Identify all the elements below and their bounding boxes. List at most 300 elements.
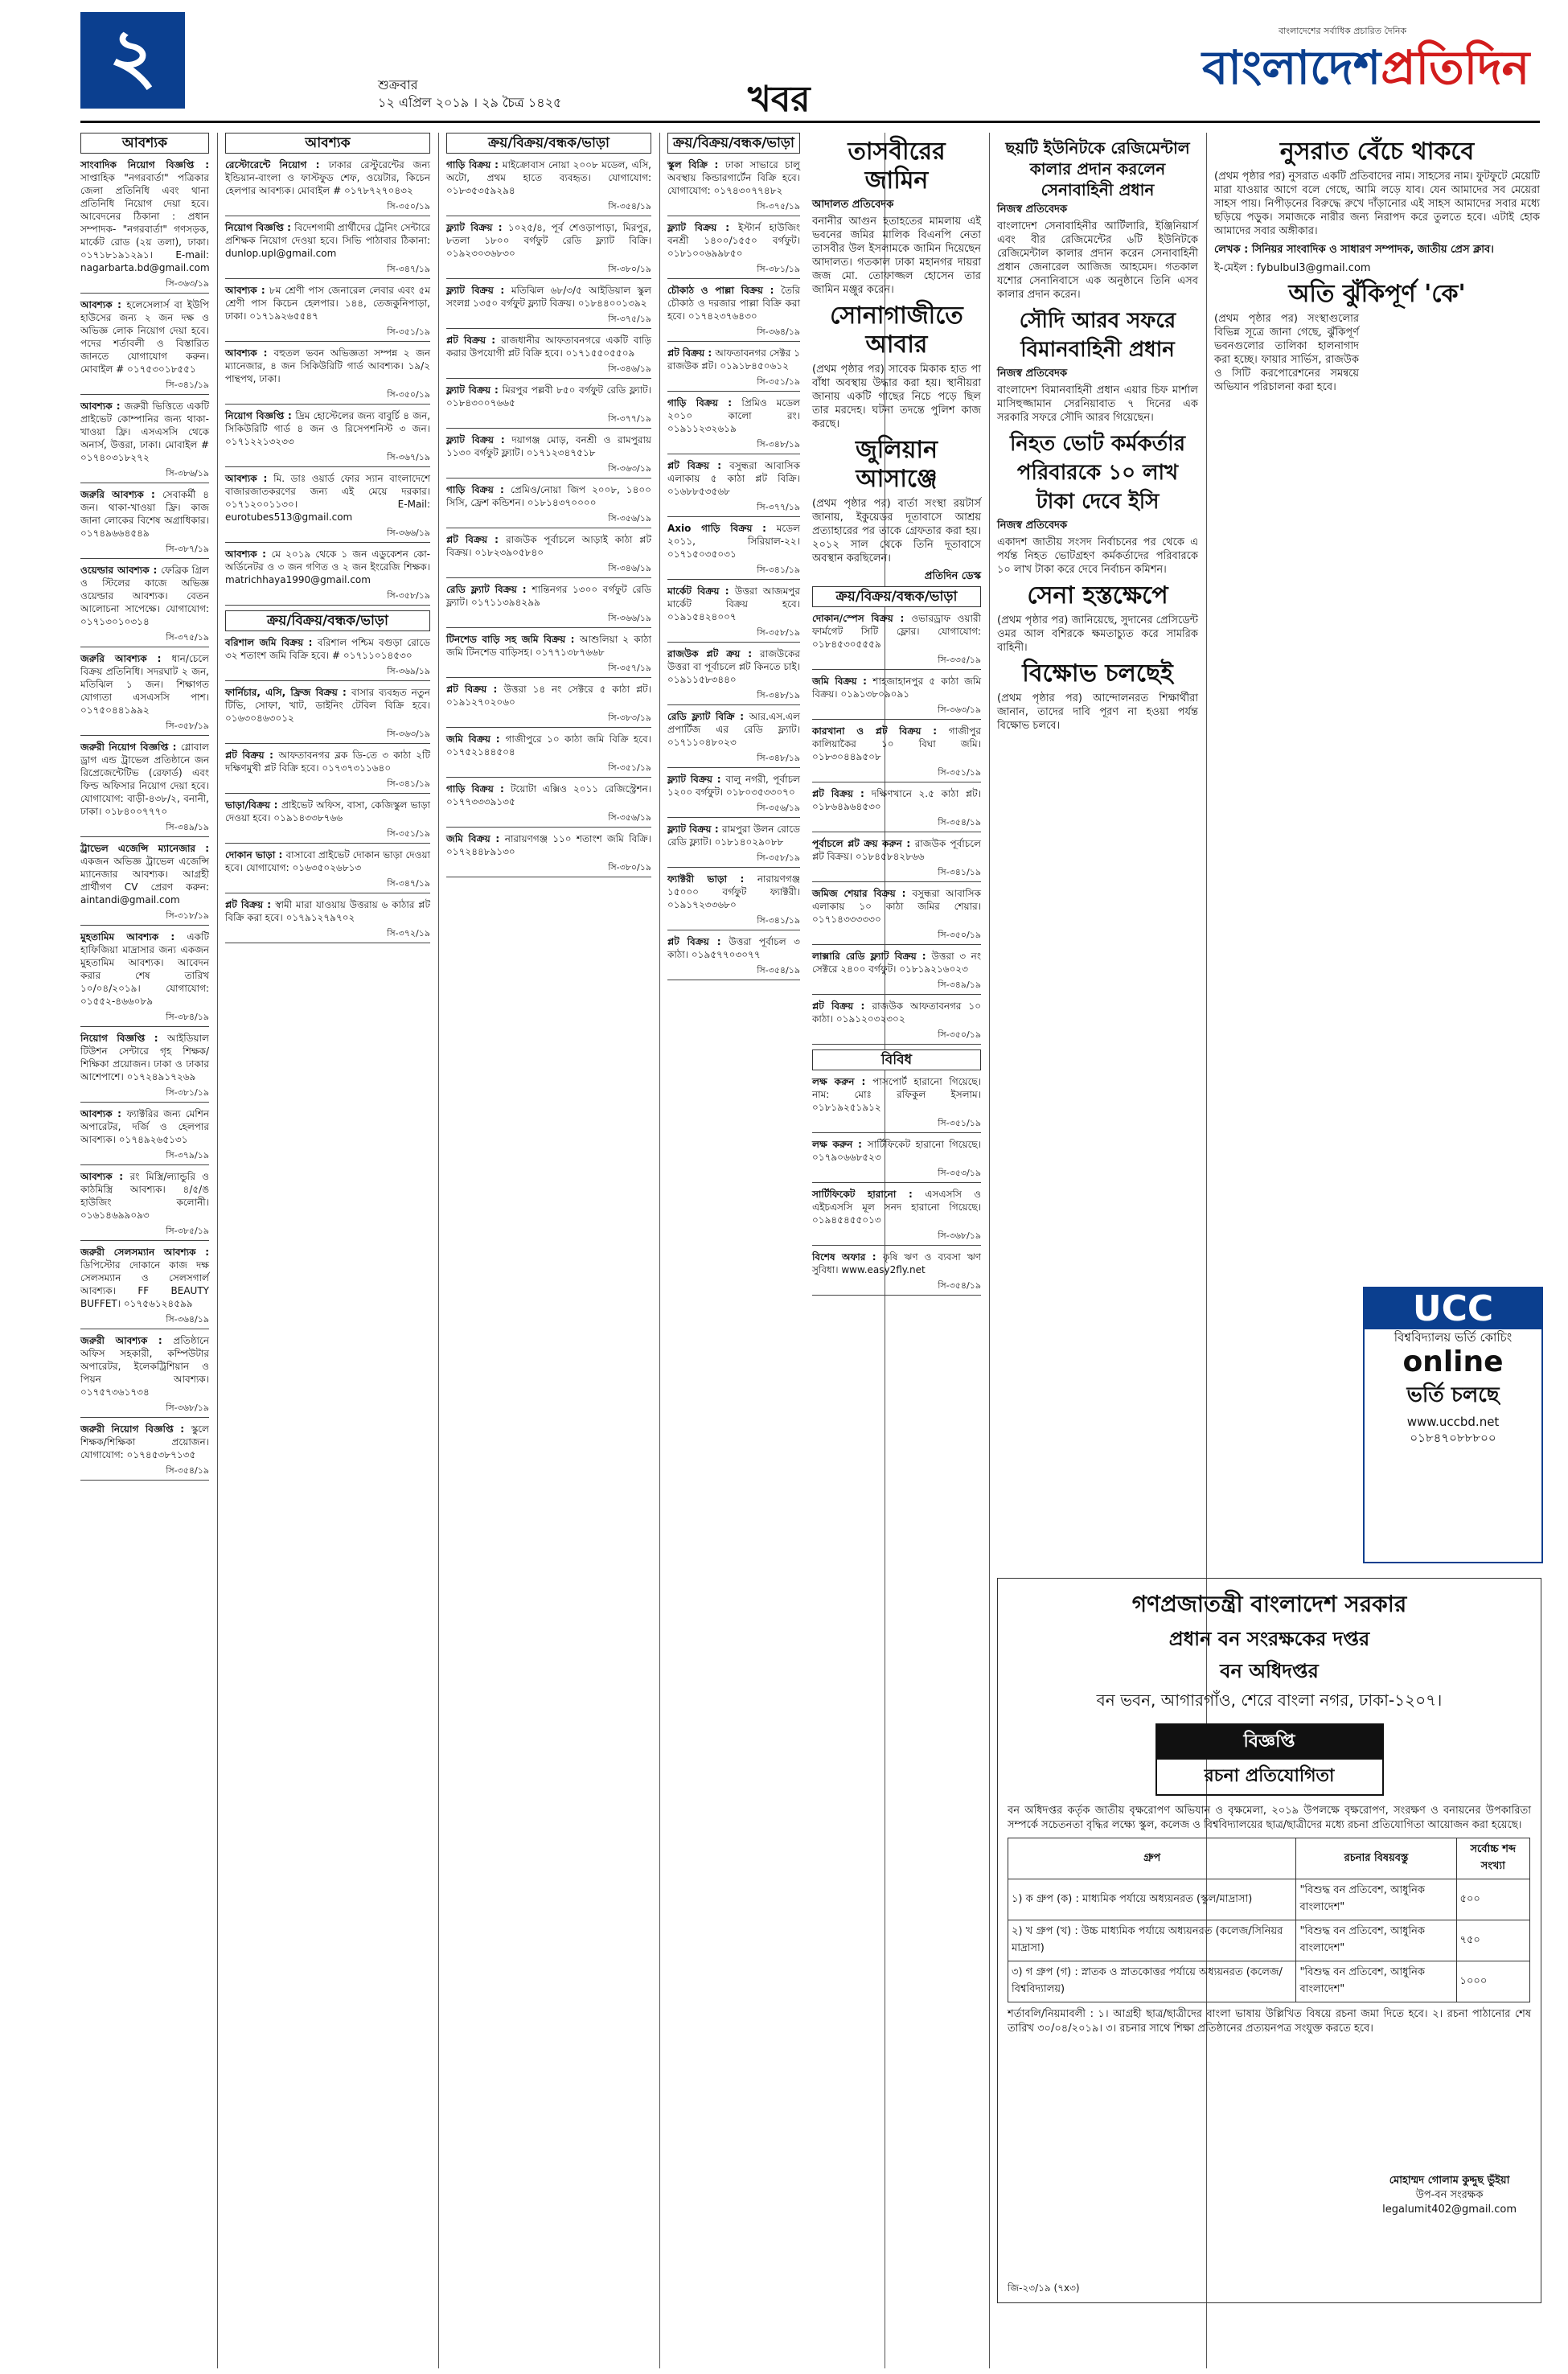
ad-ref: সি-৩৮১/১৯ [80,1086,209,1103]
headline: জুলিয়ান আসাঞ্জে [855,436,938,493]
ad-ref: সি-৩৪৬/১৯ [446,363,651,379]
ad-text: নারায়ণগঞ্জ ১৫০০০ বর্গফুট ফ্যাক্টরী। ০১৯১৭২৩৩৬৮০ [667,873,800,910]
ucc-phone: ০১৮৪৭০৮৮৮০০ [1410,1431,1496,1445]
ad-heading: সার্টিফিকেট হারানো : [812,1189,926,1200]
ad-ref: সি-৩৬৩/১৯ [80,277,209,294]
ad-ref: সি-৩৭৭/১৯ [446,413,651,429]
table-cell: গ্রুপ [1008,1838,1296,1879]
ad-ref: সি-৩৬৩/১৯ [446,462,651,478]
classified-ad [80,1107,209,1146]
ad-text: গাজীপুর কালিয়াকৈর ১০ বিঘা জমি। ০১৮৩০৪৪৯৫০৮ [812,725,981,762]
classified-column [80,133,209,1485]
classified-ad [667,284,800,322]
ad-ref: সি-৩৫০/১৯ [225,388,430,405]
classified-ad [812,787,981,813]
ad-heading: নিয়োগ বিজ্ঞপ্তি : [225,410,296,421]
ad-ref: সি-৩৮৪/১৯ [80,1011,209,1027]
ad-text: বালু নগরী, পূর্বাচল ১২০০ বর্গফুট। ০১৮০৩৫৩৩০৭০ [667,774,800,798]
ad-heading: বরিশাল জমি বিক্রয় : [225,637,318,648]
ad-heading: ফ্ল্যাট বিক্রয় : [667,222,739,233]
ad-heading: আবশ্যক : [225,285,269,296]
table-cell: ৫০০ [1456,1879,1529,1920]
ad-ref: সি-৩৫১/১৯ [812,766,981,782]
signer-title: উপ-বন সংরক্ষক [1415,2189,1484,2201]
ad-text: বসুন্ধরা আবাসিক এলাকায় ৫ কাঠা প্লট বিক্রি। ০১৬৮৮৫৩৫৬৮ [667,460,801,497]
ad-ref: সি-৩৮৩/১৯ [446,712,651,728]
section-heading: ক্রয়/বিক্রয়/বন্ধক/ভাড়া [667,133,800,154]
ad-heading: প্লট বিক্রয় : [446,335,502,346]
ad-text: সেবাকর্মী ৪ জন। থাকা-খাওয়া ফ্রি। কাজ জানা লোকের বিশেষ অগ্রাধিকার। ০১৭৪৯৬৬৪৫৪৯ [80,489,209,539]
classified-column [446,133,651,882]
table-cell: সর্বোচ্চ শব্দ সংখ্যা [1456,1838,1529,1879]
section-heading: বিবিধ [812,1049,981,1070]
logo-right: প্রতিদিন [1381,40,1530,95]
ad-ref: সি-৩৫১/১৯ [446,762,651,778]
classified-ad [80,652,209,717]
classified-ad [80,1334,209,1399]
classified-ad [225,686,430,725]
byline: আদালত প্রতিবেদক [812,199,894,211]
ad-text: রং মিস্ত্রি/ল্যান্ডুরি ও কাঠমিস্ত্রি আবশ্যক। ৪/৫/ঙ হাউজিং কলোনী। ০১৬১৪৬৯৯০৯৩ [80,1171,210,1221]
ad-text: দয়াগঞ্জ মোড়, বনশ্রী ও রামপুরায় ১১৩০ বর্গফুট ফ্ল্যাট। ০১৭১২৩৪৭৫১৮ [446,434,651,458]
ad-ref: সি-৩৪৮/১৯ [667,689,800,705]
ad-heading: চৌকাঠ ও পাল্লা বিক্রয় : [667,285,782,296]
headline: নুসরাত বেঁচে থাকবে [1279,138,1475,166]
ad-text: আর.এস.এল প্রপার্টিজ এর রেডি ফ্ল্যাট। ০১৭১১০৪৮০২৩ [667,711,800,748]
classified-ad [225,898,430,924]
classified-ad [667,347,800,372]
ad-text: উত্তরা আজমপুর মার্কেট বিক্রয় হবে। ০১৯১৫৪২৪০০৭ [667,585,801,622]
ucc-url[interactable]: www.uccbd.net [1406,1415,1500,1429]
ad-heading: নিয়োগ বিজ্ঞপ্তি : [225,222,295,233]
classified-ad [812,1138,981,1164]
classified-ad [667,873,800,911]
ad-text: ইস্টার্ন হাউজিং বনশ্রী ১৪০০/১৫৫০ বর্গফুট। ০১৮১০০৬৯৯৮৫০ [667,222,800,259]
classified-ad [225,799,430,824]
ad-text: পাসপোর্ট হারানো গিয়েছে। নাম: মোঃ রফিকুল ইসলাম। ০১৮১৯২৫১৯১২ [812,1076,981,1113]
ad-ref: সি-৩৮০/১৯ [446,263,651,279]
classified-ad [446,782,651,808]
ad-text: মি. ডাঃ ওয়ার্ড ফোর স্যান বাংলাদেশে বাজারজাতকরণের জন্য এই মেয়ে দরকার। ০১৭১২০০১১৩০। E-Mail: eurotubes513@gmail.com [225,473,430,523]
ad-heading: বিশেষ অফার : [812,1251,883,1263]
ad-ref: সি-৩৮৭/১৯ [80,543,209,559]
ad-text: আফতাবনগর ব্লক ডি-তে ৩ কাঠা ২টি দক্ষিণমুখী প্লট বিক্রি হবে। ০১৭৩৭৩১১৬৪০ [225,750,430,774]
ad-ref: সি-৩৫১/১৯ [812,1117,981,1133]
ad-ref: সি-৩৩৫/১৯ [812,654,981,670]
ad-ref: সি-৩৫৮/১৯ [667,626,800,643]
ad-heading: ভাড়া/বিক্রয় : [225,799,281,811]
table-row [1008,1920,1530,1961]
classified-ad [80,1423,209,1461]
ad-heading: প্লট বিক্রয় : [446,534,507,545]
ad-text: মডেল ২০১১, সিরিয়াল-২২। ০১৭১৫০৩৫০৩১ [667,523,800,560]
ad-text: স্বামী মারা যাওয়ায় উত্তরায় ৬ কাঠার প্লট বিক্রি করা হবে। ০১৭৯১২৭৯৭০২ [225,899,430,923]
ucc-line2: ভর্তি চলছে [1406,1383,1500,1407]
ad-ref: সি-৩৫৬/১৯ [446,512,651,528]
ad-ref: সি-৩৪৬/১৯ [446,562,651,578]
classified-ad [667,459,800,498]
signature-block [1382,2174,1517,2217]
ad-heading: লক্ষ করুন : [812,1139,868,1150]
ad-heading: দোকান/স্পেস বিক্রয় : [812,613,912,624]
classified-ad [80,564,209,628]
classified-ad [446,433,651,459]
ad-ref: সি-৩৪৯/১৯ [812,979,981,995]
section-heading: ক্রয়/বিক্রয়/বন্ধক/ভাড়া [446,133,651,154]
ad-ref: সি-৩৮৫/১৯ [80,1225,209,1241]
headline: তাসবীরের জামিন [848,138,946,195]
classified-ad [446,284,651,310]
ad-ref: সি-৩১৮/১৯ [80,910,209,926]
ad-heading: ফ্ল্যাট বিক্রয় : [446,434,512,446]
header-rule [80,121,1540,123]
ad-text: ডিপিস্টোর দোকানে কাজ দক্ষ সেলসম্যান ও সেলসগার্ল আবশ্যক। FF BEAUTY BUFFET। ০১৭৫৬১২৪৫৯৯ [80,1259,209,1309]
signer-name: মোহাম্মদ গোলাম কুদ্দুছ ভুঁইয়া [1389,2175,1510,2187]
ad-heading: আবশ্যক : [80,1171,130,1182]
ad-text: একজন অভিজ্ঞ ট্রাভেল এজেন্সি ম্যানেজার আবশ্যক। আগ্রহী প্রার্থীগণ CV প্রেরণ করুন: aintandi@gmail.com [80,856,209,906]
ad-text: স্কুলে শিক্ষক/শিক্ষিকা প্রয়োজন। যোগাযোগ: ০১৭৪৫৩৮৭১৩৫ [80,1423,209,1460]
ad-text: সার্টিফিকেট হারানো গিয়েছে। ০১৭৯০৬৬৮৫২৩ [812,1139,981,1163]
article-body: (প্রথম পৃষ্ঠার পর) জানিয়েছে, সুদানের প্রেসিডেন্ট ওমর আল বশিরকে ক্ষমতাচ্যুত করে সামরিক বাহিনী। [997,614,1198,654]
byline: নিজস্ব প্রতিবেদক [997,203,1068,216]
headline: সৌদি আরব সফরে বিমানবাহিনী প্রধান [1019,309,1176,362]
classified-ad [812,950,981,975]
ad-heading: প্লট বিক্রয় : [812,788,872,799]
classified-ad [667,158,800,197]
table-row [1008,1879,1530,1920]
article-body: (প্রথম পৃষ্ঠার পর) সংস্থাগুলোর বিভিন্ন সূত্রে জানা গেছে, ঝুঁকিপূর্ণ ভবনগুলোর তালিকা হালনাগাদ করা হচ্ছে। ফায়ার সার্ভিস, রাজউক ও সিটি করপোরেশনের সমন্বয়ে অভিযান পরিচালনা করা হবে। [1214,313,1359,393]
ad-text: প্রাইভেট অফিস, বাসা, কেজিস্কুল ভাড়া দেওয়া হবে। ০১৯১৪৩৩৮৭৬৬ [225,799,430,824]
classified-ad [80,158,209,274]
classified-ad [80,1246,209,1310]
ad-ref: সি-৩৮৬/১৯ [80,467,209,483]
ad-heading: প্লট বিক্রয় : [812,1000,872,1012]
classified-ad [667,396,800,435]
page-number: ২ [80,12,185,109]
article-body: (প্রথম পৃষ্ঠার পর) নুসরাত একটি প্রতিবাদের নাম। সাহসের নাম। ফুটফুটে মেয়েটি মারা যাওয়ার আগে বলে গেছে, আমি লড়ে যাব। যেন আমাদের সব মেয়েরা সাহস পায়। নিপীড়নের বিরুদ্ধে রুখে দাঁড়ানোর এই সাহস আমাদের সবার মধ্যে ছড়িয়ে পড়ুক। সমাজকে নারীর জন্য নিরাপদ করে তুলতে হবে। এটাই হোক আমাদের সবার অঙ্গীকার। [1214,170,1540,237]
table-row [1008,1838,1530,1879]
ad-heading: আবশ্যক : [80,299,127,310]
ad-ref: সি-৩৫০/১৯ [812,1029,981,1045]
classified-ad [225,472,430,524]
ad-ref: সি-৩৪৮/১৯ [667,752,800,768]
ad-heading: রাজউক প্লট ক্রয় : [667,648,761,659]
ad-text: দ্রিম হোস্টেলের জন্য বাবুর্চি ৪ জন, সিকিউরিটি গার্ড ৪ জন ও রিসেপশনিস্ট ৩ জন। ০১৭১২২১৩২৩৩ [225,410,431,447]
classified-ad [80,1032,209,1083]
contest-label: রচনা প্রতিযোগিতা [1204,1766,1335,1786]
ad-text: বরিশাল পশ্চিম বগুড়া রোডে ৩২ শতাংশ জমি বিক্রি হবে। # ০১৭১১০১৪৫৩০ [225,637,430,661]
article-body: (প্রথম পৃষ্ঠার পর) সাবেক মিকাক হাত পা বাঁধা অবস্থায় উদ্ধার করা হয়। স্থানীয়রা জানায় একটি গাছের নিচে পড়ে ছিল তার মরদেহ। ঘটনা তদন্তে পুলিশ কাজ করছে। [812,363,981,430]
ad-text: মাইক্রোবাস নোয়া ২০০৮ মডেল, এসি, অটো, প্রথম হাতে ব্যবহৃত। যোগাযোগ: ০১৮৩৫৩৫৯২৯৪ [446,159,651,196]
classified-ad [446,583,651,609]
ad-text: মে ২০১৯ থেকে ১ জন এডুকেশন কো-অর্ডিনেটর ও ৩ জন গণিত ও ২ জন ইংরেজি শিক্ষক। matrichhaya1990@gmail.com [225,548,431,585]
day-label: শুক্রবার [378,77,418,92]
ad-ref: সি-৩৭৫/১৯ [80,631,209,647]
ad-heading: আবশ্যক : [225,473,274,484]
ad-heading: ফ্ল্যাট বিক্রয় : [446,222,508,233]
classified-ad [80,930,209,1008]
classified-ad [667,773,800,799]
classified-ad [225,409,430,448]
ad-heading: ট্রাভেল এজেন্সি ম্যানেজার : [80,843,209,854]
ad-text: ৮ম শ্রেণী পাস জেনারেল লেবার এবং ৫ম শ্রেণী পাস কিচেন হেলপার। ১৪৪, তেজকুনিপাড়া, ঢাকা। ০১৭১৯২৬৫৫৪৭ [225,285,431,322]
ad-heading: আবশ্যক : [225,347,274,359]
ad-heading: সাংবাদিক নিয়োগ বিজ্ঞপ্তি : [80,159,209,170]
ad-ref: সি-৩৭৯/১৯ [80,1149,209,1165]
ad-heading: জমি বিক্রয় : [812,676,873,687]
ad-text: শান্তিনগর ১৩০০ বর্গফুট রেডি ফ্ল্যাট। ০১৭১১৩৯৪২৯৯ [446,584,651,608]
ad-ref: সি-৩৬৬/১৯ [446,612,651,628]
ad-text: উত্তরা পূর্বাচল ৩ কাঠা। ০১৯৫৭৭০৩০৭৭ [667,936,800,960]
signer-email: legalumit402@gmail.com [1382,2204,1517,2216]
ad-ref: সি-৩৭৫/১৯ [446,313,651,329]
news-column [997,133,1198,737]
ad-heading: ফ্যাক্টরী ভাড়া : [667,873,757,885]
table-cell: "বিশুদ্ধ বন প্রতিবেশ, আধুনিক বাংলাদেশ" [1296,1879,1456,1920]
ad-ref: সি-৩৬৪/১৯ [667,326,800,342]
ad-text: আইডিয়াল টিউশন সেন্টারে গৃহ শিক্ষক/শিক্ষিকা প্রয়োজন। ঢাকা ও ঢাকার আশেপাশে। ০১৭২৪৯১৭২৬৯ [80,1033,209,1082]
ad-heading: গাড়ি বিক্রয় : [446,484,511,495]
classified-ad [446,221,651,260]
ad-heading: পূর্বাচলে প্লট ক্রয় করুন : [812,838,915,849]
ad-text: ওভারড্রাফ ওয়ারী ফার্মগেট সিটি ফ্লোর। যোগাযোগ: ০১৮৪৫৩০৫৫৫৯ [812,613,981,650]
ad-heading: প্লট বিক্রয় : [667,347,716,359]
ad-text: আশুলিয়া ২ কাঠা জমি টিনশেড বাড়িসহ। ০১৭৭১৩৮৭৬৬৮ [446,634,651,658]
ad-heading: স্কুল বিক্রি : [667,159,726,170]
ad-heading: Axio গাড়ি বিক্রয় : [667,523,777,534]
ad-text: রাজউক পূর্বাচলে প্লট বিক্রয়। ০১৮৪৫৮৪২৮৬৬ [812,838,981,862]
ad-text: প্রেমিও/নোয়া জিপ ২০০৮, ১৪০০ সিসি, ফ্রেশ কন্ডিশন। ০১৮১৪৩৭০০০০ [446,484,651,508]
ad-text: হলেসেলার্স বা ইউপি হাউসের জন্য ২ জন দক্ষ ও অভিজ্ঞ লোক নিয়োগ দেয়া হবে। পদের শর্তাবলী ও বিস্তারিত জানতে যোগাযোগ করুন। মোবাইল # ০১৭৫৩০১৮৫৫১ [80,299,209,375]
classified-column [667,133,800,985]
ad-heading: লাক্সারি রেডি ফ্ল্যাট বিক্রয় : [812,951,932,962]
ad-ref: সি-৩৫৬/১৯ [667,802,800,818]
classified-ad [812,612,981,651]
date-block [378,76,561,112]
notice-box [1155,1723,1384,1796]
ad-ref: সি-৩৪৭/১৯ [225,263,430,279]
ad-ref: সি-৩৪৯/১৯ [80,821,209,837]
byline: নিজস্ব প্রতিবেদক [997,520,1068,532]
ad-text: রাজউকের উত্তরা বা পূর্বাচলে প্লট কিনতে চাই। ০১৯১১৫৮৩৪৪০ [667,648,800,685]
ad-text: আফতাবনগর সেক্টর ১ রাজউক প্লট। ০১৯১৮৪৫০৬১২ [667,347,800,372]
ad-heading: টিনশেড বাড়ি সহ জমি বিক্রয় : [446,634,580,645]
ad-ref: সি-৩৫৪/১৯ [812,1279,981,1296]
gov-department: বন অধিদপ্তর [1220,1660,1319,1682]
ad-ref: সি-৩৫৮/১৯ [667,852,800,868]
ad-heading: আবশ্যক : [80,1108,127,1119]
classified-ad [667,823,800,848]
ad-heading: ফার্নিচার, এসি, ফ্রিজ বিক্রয় : [225,687,351,698]
ad-ref: সি-৩৫১/১৯ [225,828,430,844]
ucc-line1: বিশ্ববিদ্যালয় ভর্তি কোচিং [1394,1330,1513,1345]
ad-heading: জরুরী আবশ্যক : [80,1335,174,1346]
ucc-online: online [1402,1345,1504,1378]
ad-heading: জমিজ শেয়ার বিক্রয় : [812,888,913,899]
ad-heading: গাড়ি বিক্রয় : [667,397,742,409]
ad-text: উত্তরা ১৪ নং সেক্টরে ৫ কাঠা প্লট। ০১৯১২৭০২০৬০ [446,684,651,708]
classified-ad [446,683,651,709]
table-cell: "বিশুদ্ধ বন প্রতিবেশ, আধুনিক বাংলাদেশ" [1296,1961,1456,2002]
ad-text: গ্লোবাল ড্রাগ এন্ড ট্রাভেল প্রতিষ্ঠানে জন রিপ্রেজেন্টেটিভ (রেফার্ড) এবং ফিল্ড অফিসার নিয়োগ দেয়া হবে। যোগাযোগ: বাড়ী-৪৩৮/২, বনানী, ঢাকা। ০১৮৪০০৭৭৭০ [80,741,209,817]
classified-ad [80,741,209,818]
author-email: ই-মেইল : fybulbul3@gmail.com [1214,262,1371,274]
ad-text: উত্তরা ৩ নং সেক্টরে ২৪০০ বর্গফুট। ০১৮১৯২১৬০২৩ [812,951,981,975]
ad-ref: সি-৩৫৮/১৯ [225,589,430,606]
ad-ref: সি-৩৮১/১৯ [667,263,800,279]
ad-ref: সি-৩৫৪/১৯ [80,1464,209,1481]
ad-heading: দোকান ভাড়া : [225,849,286,860]
headline: বিক্ষোভ চলছেই [1022,659,1173,688]
ad-heading: প্লট বিক্রয় : [225,750,279,761]
ad-text: বহুতল ভবন অভিজ্ঞতা সম্পন্ন ২ জন ম্যানেজার, ৪ জন সিকিউরিটি গার্ড আবশ্যক। ১৯/২ পান্থপথ, ঢাকা। [225,347,430,384]
ad-ref: সি-৩৫৬/১৯ [446,811,651,828]
table-cell: ৩) গ গ্রুপ (গ) : স্নাতক ও স্নাতকোত্তর পর্যায়ে অধ্যয়নরত (কলেজ/বিশ্ববিদ্যালয়) [1008,1961,1296,2002]
classified-column [225,133,430,948]
ad-heading: প্লট বিক্রয় : [667,936,729,947]
ad-ref: সি-৩৫০/১৯ [225,200,430,216]
ad-heading: জরুরী সেলসম্যান আবশ্যক : [80,1247,209,1258]
ad-ref: সি-৩৫১/১৯ [667,376,800,392]
article-body: বাংলাদেশ বিমানবাহিনী প্রধান এয়ার চিফ মার্শাল মাসিহুজ্জামান সেরনিয়াবাত ৭ দিনের এক সরকারি সফরে সৌদি আরব গিয়েছেন। [997,384,1198,424]
classified-ad [667,585,800,623]
date-label: ১২ এপ্রিল ২০১৯ । ২৯ চৈত্র ১৪২৫ [378,95,562,110]
ad-text: ফেব্রিক গ্রিল ও স্টিলের কাজে অভিজ্ঞ ওয়েল্ডার আবশ্যক। বেতন আলোচনা সাপেক্ষে। যোগাযোগ: ০১৭১৩০১০৩১৪ [80,565,209,627]
classified-ad [225,221,430,260]
ad-heading: জমি বিক্রয় : [446,733,506,745]
ad-ref: সি-৩৭২/১৯ [225,927,430,943]
ad-text: বিদেশগামী প্রার্থীদের ট্রেনিং সেন্টারে প্রশিক্ষক নিয়োগ দেওয়া হবে। সিভি পাঠাবার ঠিকানা: dunlop.upl@gmail.com [225,222,430,259]
classified-ad [812,1251,981,1276]
classified-ad [812,887,981,926]
ucc-brand: UCC [1365,1288,1541,1329]
headline: ছয়টি ইউনিটকে রেজিমেন্টাল কালার প্রদান করলেন সেনাবাহিনী প্রধান [1005,138,1190,199]
ad-ref: সি-৩৫৪/১৯ [667,964,800,980]
gov-address: বন ভবন, আগারগাঁও, শেরে বাংলা নগর, ঢাকা-১২০৭। [1096,1690,1443,1710]
government-notice [997,1578,1541,2303]
notice-label: বিজ্ঞপ্তি [1157,1725,1382,1760]
ucc-advertisement[interactable] [1363,1287,1543,1563]
classified-ad [812,1188,981,1226]
classified-ad [446,832,651,858]
ad-heading: ফ্ল্যাট বিক্রয় : [446,285,511,296]
classified-ad [812,675,981,700]
ad-text: ধান/চেলে বিক্রয় প্রতিনিধি। সদরঘাট ২ জন, মতিঝিল ১ জন। শিক্ষাগত যোগ্যতা এসএসসি পাশ। ০১৭৫০৪৪১৯৯২ [80,653,209,716]
ad-heading: প্লট বিক্রয় : [446,684,504,695]
ad-text: বাসাবো প্রাইভেট দোকান ভাড়া দেওয়া হবে। যোগাযোগ: ০১৬৩৫০২৬৮১৩ [225,849,430,873]
ad-ref: সি-৩৬৮/১৯ [80,1402,209,1418]
article-body: (প্রথম পৃষ্ঠার পর) বার্তা সংস্থা রয়টার্স জানায়, ইকুয়েডর দূতাবাসে আশ্রয় প্রত্যাহারের পর তাকে গ্রেফতার করা হয়। ২০১২ সাল থেকে তিনি দূতাবাসে অবস্থান করছিলেন। [812,498,981,565]
ad-text: জরুরী ভিত্তিতে একটি প্রাইভেট কোম্পানির জন্য থাকা-খাওয়া ফ্রি। এসএসসি থেকে অনার্স, উত্তরা, ঢাকা। মোবাইল # ০১৭৪০৩১৮২৭২ [80,400,209,463]
article-body: বনানীর আগুন হতাহতের মামলায় এই ভবনের জমির মালিক বিএনপি নেতা তাসবীর উল ইসলামকে জামিন দিয়েছেন আদালত। গতকাল ঢাকা মহানগর দায়রা জজ মো. তোফাজ্জল হোসেন তার জামিন মঞ্জুর করেন। [812,216,981,296]
ad-text: দক্ষিণখানে ২.৫ কাঠা প্লট। ০১৮৬৪৯৬৪৫৩০ [812,788,982,812]
classified-ad [667,935,800,961]
ad-ref: সি-৩৬৬/১৯ [225,527,430,543]
byline: প্রতিদিন ডেস্ক [924,570,981,582]
ad-text: সাপ্তাহিক "নগরবার্তা" পত্রিকার জেলা প্রতিনিধি এবং থানা প্রতিনিধি নিয়োগ দেয়া হবে। আবেদনের ঠিকানা : প্রধান সম্পাদক- "নগরবার্তা" গণসড়ক, মার্কেট রোড (২য় তলা), ঢাকা। ০১৭১৮১৯১২৯১। E-mail: nagarbarta.bd@gmail.com [80,172,210,273]
page-header [0,0,1568,121]
ad-heading: রেস্টোরেন্টে নিয়োগ : [225,159,329,170]
classified-ad [225,347,430,385]
ad-heading: রেডি ফ্ল্যাট বিক্রি : [667,711,749,722]
classified-ad [667,522,800,561]
table-cell: রচনার বিষয়বস্তু [1296,1838,1456,1879]
table-cell: ১০০০ [1456,1961,1529,2002]
ad-heading: মুহতামিম আবশ্যক : [80,931,187,943]
ad-ref: সি-৩৪৭/১৯ [225,877,430,893]
ad-text: রাজউক আফতাবনগর ১০ কাঠা। ০১৯১২০৩২৩০২ [812,1000,982,1025]
classified-ad [446,633,651,659]
column-divider [989,133,990,2368]
article-body: একাদশ জাতীয় সংসদ নির্বাচনের পর থেকে এ পর্যন্ত নিহত ভোটগ্রহণ কর্মকর্তাদের পরিবারকে ১০ লাখ টাকা করে দেবে নির্বাচন কমিশন। [997,536,1198,576]
classified-list [812,1075,981,1296]
classified-ad [446,533,651,559]
masthead-logo [1202,24,1540,113]
ad-ref: সি-৩৫০/১৯ [812,929,981,945]
classified-ad [80,488,209,540]
headline: সোনাগাজীতে আবার [830,302,963,359]
notice-ref: জি-২৩/১৯ (৭x৩) [1008,2282,1080,2294]
gov-title: গণপ্রজাতন্ত্রী বাংলাদেশ সরকার [1131,1591,1407,1617]
ad-heading: লক্ষ করুন : [812,1076,873,1087]
byline: নিজস্ব প্রতিবেদক [997,368,1068,380]
table-cell: "বিশুদ্ধ বন প্রতিবেশ, আধুনিক বাংলাদেশ" [1296,1920,1456,1961]
classified-ad [80,298,209,376]
classified-ad [446,483,651,509]
ad-heading: জমি বিক্রয় : [446,833,505,844]
ad-ref: সি-৩৬৭/১৯ [225,451,430,467]
classified-ad [225,158,430,197]
column-divider [659,133,660,2368]
ad-heading: রেডি ফ্ল্যাট বিক্রয় : [446,584,532,595]
article-body: (প্রথম পৃষ্ঠার পর) আন্দোলনরত শিক্ষার্থীরা জানান, তাদের দাবি পূরণ না হওয়া পর্যন্ত বিক্ষোভ চলবে। [997,692,1198,732]
ad-text: রাজউক পূর্বাচলে আড়াই কাঠা প্লট বিক্রয়। ০১৮২৩৯০৫৮৪০ [446,534,651,558]
ad-text: প্রিমিও মডেল ২০১০ কালো রং। ০১৯১১২৩২৬১৯ [667,397,800,434]
ad-ref: সি-৩৪১/১৯ [225,778,430,794]
ad-ref: সি-৩৪১/১৯ [667,914,800,930]
tagline: বাংলাদেশের সর্বাধিক প্রচারিত দৈনিক [1279,26,1407,36]
ad-ref: সি-৩৫৭/১৯ [446,662,651,678]
ad-heading: আবশ্যক : [225,548,272,560]
ad-ref: সি-৩৫৩/১৯ [812,1167,981,1183]
ad-ref: সি-৩৪১/১৯ [812,866,981,882]
ad-heading: গাড়ি বিক্রয় : [446,783,511,795]
ad-text: শাহজাহানপুর ৫ কাঠা জমি বিক্রয়। ০১৯১৩৮০৯০৯১ [812,676,981,700]
table-row [1008,1961,1530,2002]
ad-text: তৈরি চৌকাঠ ও দরজার পাল্লা বিক্রি করা হবে। ০১৭৪২৩৭৬৪৩০ [667,285,800,322]
notice-rules: শর্তাবলি/নিয়মাবলী : ১। আগ্রহী ছাত্র/ছাত্রীদের বাংলা ভাষায় উল্লিখিত বিষয়ে রচনা জমা দিতে হবে। ২। রচনা পাঠানোর শেষ তারিখ ৩০/০৪/২০১৯। ৩। রচনার সাথে শিক্ষা প্রতিষ্ঠানের প্রত্যয়নপত্র সংযুক্ত করতে হবে। [1008,2008,1531,2035]
ad-ref: সি-৩৪৮/১৯ [667,438,800,454]
ad-ref: সি-৩৬৩/১৯ [225,728,430,744]
section-heading: ক্রয়/বিক্রয়/বন্ধক/ভাড়া [225,610,430,631]
ad-ref: সি-৩৫৮/১৯ [80,720,209,736]
ad-heading: জরুরি আবশ্যক : [80,489,162,500]
ad-heading: আবশ্যক : [80,400,125,412]
article-body: বাংলাদেশ সেনাবাহিনীর আর্টিলারি, ইঞ্জিনিয়ার্স এবং বীর রেজিমেন্টের ৬টি ইউনিটকে রেজিমেন্টাল কালার প্রদান করেন সেনাবাহিনী প্রধান জেনারেল আজিজ আহমেদ। গতকাল যশোর সেনানিবাসে এক অনুষ্ঠানে তিনি এসব কালার প্রদান করেন। [997,220,1198,301]
ad-heading: ফ্ল্যাট বিক্রয় : [667,824,722,835]
logo-left: বাংলাদেশ [1202,40,1381,95]
ad-ref: সি-৩৫৪/১৯ [446,200,651,216]
gov-office: প্রধান বন সংরক্ষকের দপ্তর [1168,1628,1370,1650]
ad-text: ১০২৫/৪, পূর্ব শেওড়াপাড়া, মিরপুর, ৮তলা ১৮০০ বর্গফুট রেডি ফ্ল্যাট বিক্রি। ০১৯২৩০৩৬৮৩০ [446,222,651,259]
classified-ad [446,733,651,758]
ad-text: ঢাকা সাভারে চালু অবস্থায় কিন্ডারগার্টেন বিক্রি হবে। যোগাযোগ: ০১৭৪৩০৭৭৪৮২ [667,159,800,196]
ad-text: মিরপুর পল্লবী ৮৫০ বর্গফুট রেডি ফ্ল্যাট। ০১৮৪৩০০৭৬৬৫ [446,384,651,409]
classified-ad [667,710,800,749]
ad-ref: সি-৩৪১/১৯ [80,379,209,395]
classified-ad [812,837,981,863]
section-title: খবর [748,79,811,120]
